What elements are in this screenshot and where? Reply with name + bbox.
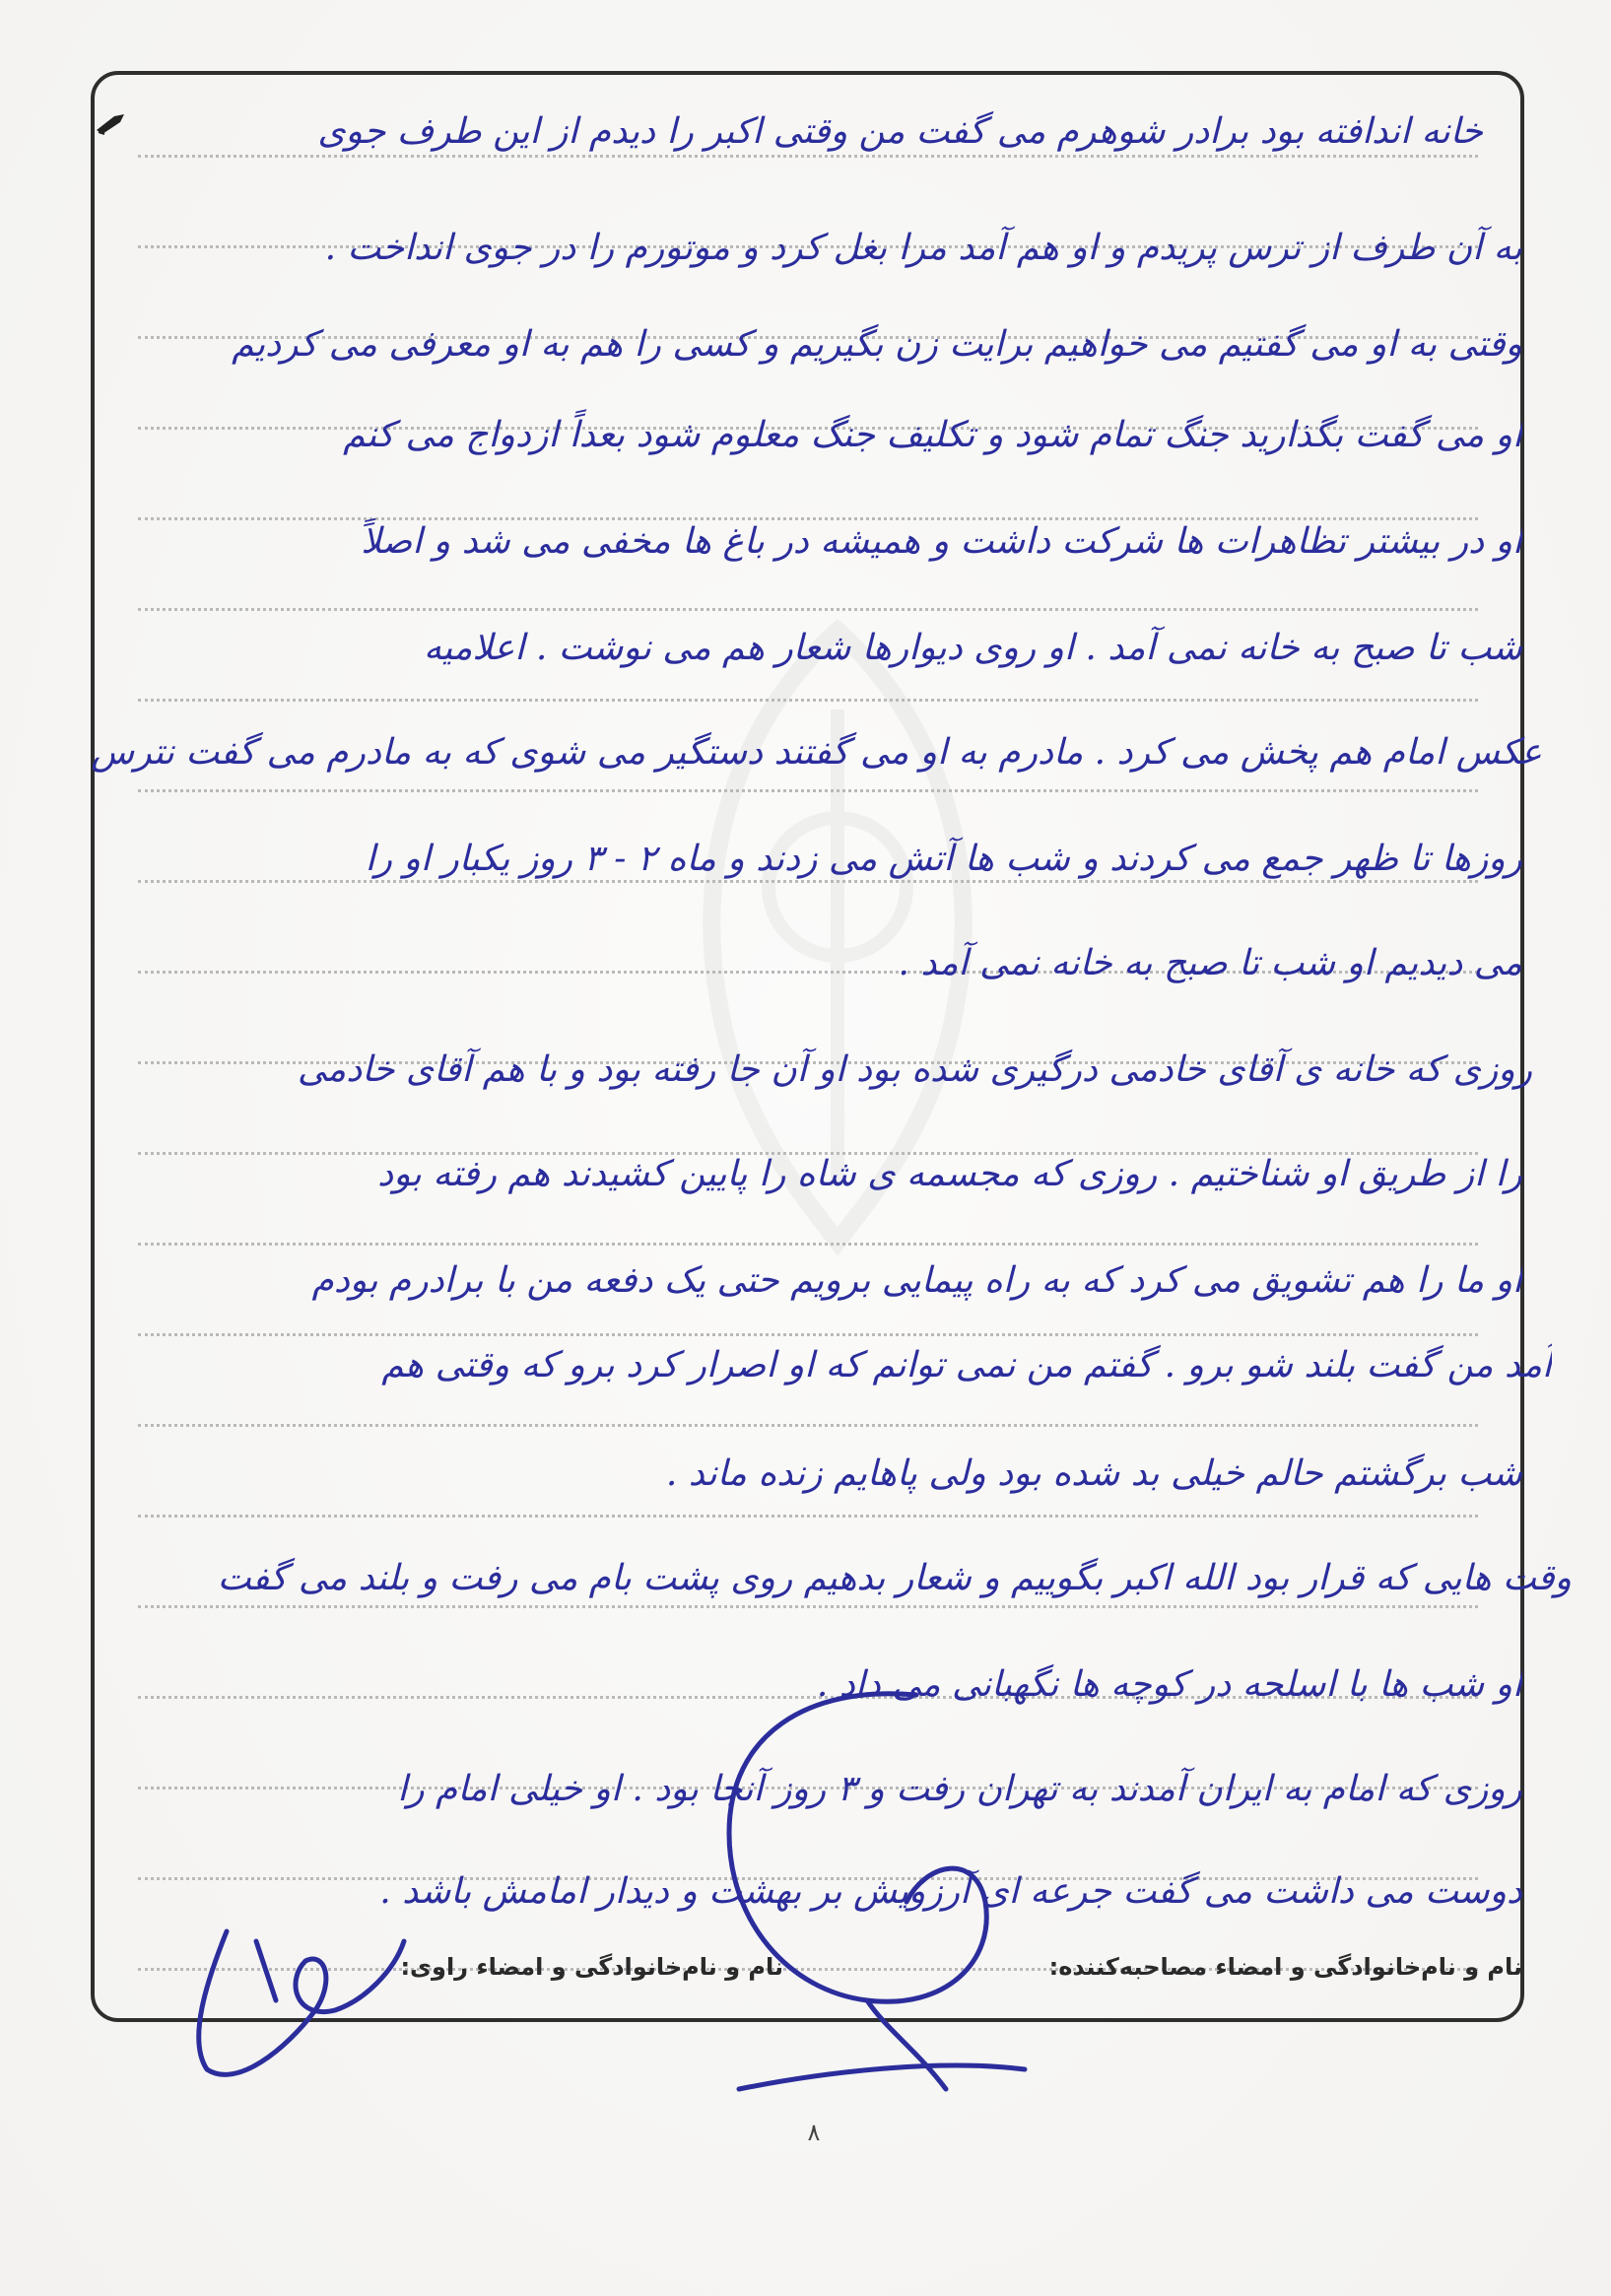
interviewer-signature bbox=[591, 1675, 1104, 2148]
handwritten-line: وقت هایی که قرار بود الله اکبر بگوییم و شعار بدهیم روی پشت بام می رفت و بلند می گفت bbox=[217, 1558, 1572, 1598]
handwritten-line: آمد من گفت بلند شو برو . گفتم من نمی توانم که او اصرار کرد برو که وقتی هم bbox=[381, 1345, 1552, 1385]
handwritten-line: وقتی به او می گفتیم می خواهیم برایت زن بگیریم و کسی را هم به او معرفی می کردیم bbox=[232, 324, 1522, 365]
page-number: ۸ bbox=[807, 2119, 821, 2146]
handwritten-line: می دیدیم او شب تا صبح به خانه نمی آمد . bbox=[898, 943, 1522, 983]
handwritten-line: روزها تا ظهر جمع می کردند و شب ها آتش می زدند و ماه ۲ - ۳ روز یکبار او را bbox=[365, 839, 1522, 879]
rule-line bbox=[138, 461, 1478, 520]
handwritten-line: روزی که امام به ایران آمدند به تهران رفت و ۳ روز آنجا بود . او خیلی امام را bbox=[397, 1769, 1522, 1809]
handwritten-line: شب تا صبح به خانه نمی آمد . او روی دیوارها شعار هم می نوشت . اعلامیه bbox=[423, 628, 1522, 668]
handwritten-line: شب برگشتم حالم خیلی بد شده بود ولی پاهایم زنده ماند . bbox=[665, 1453, 1522, 1494]
interviewer-signature-label: نام و نام‌خانوادگی و امضاء مصاحبه‌کننده: bbox=[1048, 1953, 1522, 1981]
handwritten-line: خانه اندافته بود برادر شوهرم می گفت من وقتی اکبر را دیدم از این طرف جوی bbox=[317, 111, 1483, 152]
handwritten-line: او شب ها با اسلحه در کوچه ها نگهبانی می داد . bbox=[816, 1664, 1522, 1705]
handwritten-line: به آن طرف از ترس پریدم و او هم آمد مرا بغل کرد و موتورم را در جوی انداخت . bbox=[324, 228, 1522, 268]
handwritten-line: او می گفت بگذارید جنگ تمام شود و تکلیف جنگ معلوم شود بعداً ازدواج می کنم bbox=[343, 415, 1522, 455]
handwritten-line: را از طریق او شناختیم . روزی که مجسمه ی شاه را پایین کشیدند هم رفته بود bbox=[377, 1154, 1522, 1194]
narrator-signature-label: نام و نام‌خانوادگی و امضاء راوی: bbox=[400, 1953, 783, 1981]
handwritten-line: او در بیشتر تظاهرات ها شرکت داشت و همیشه در باغ ها مخفی می شد و اصلاً bbox=[361, 521, 1522, 562]
handwritten-line: او ما را هم تشویق می کرد که به راه پیمایی برویم حتی یک دفعه من با برادرم بودم bbox=[311, 1260, 1522, 1301]
handwritten-line: روزی که خانه ی آقای خادمی درگیری شده بود او آن جا رفته بود و با هم آقای خادمی bbox=[297, 1049, 1532, 1090]
handwritten-line: دوست می داشت می گفت جرعه ای آرزویش بر بهشت و دیدار امامش باشد . bbox=[379, 1871, 1522, 1912]
narrator-signature bbox=[168, 1902, 424, 2099]
handwritten-line: عکس امام هم پخش می کرد . مادرم به او می گفتند دستگیر می شوی که به مادرم می گفت نترس bbox=[91, 732, 1542, 773]
